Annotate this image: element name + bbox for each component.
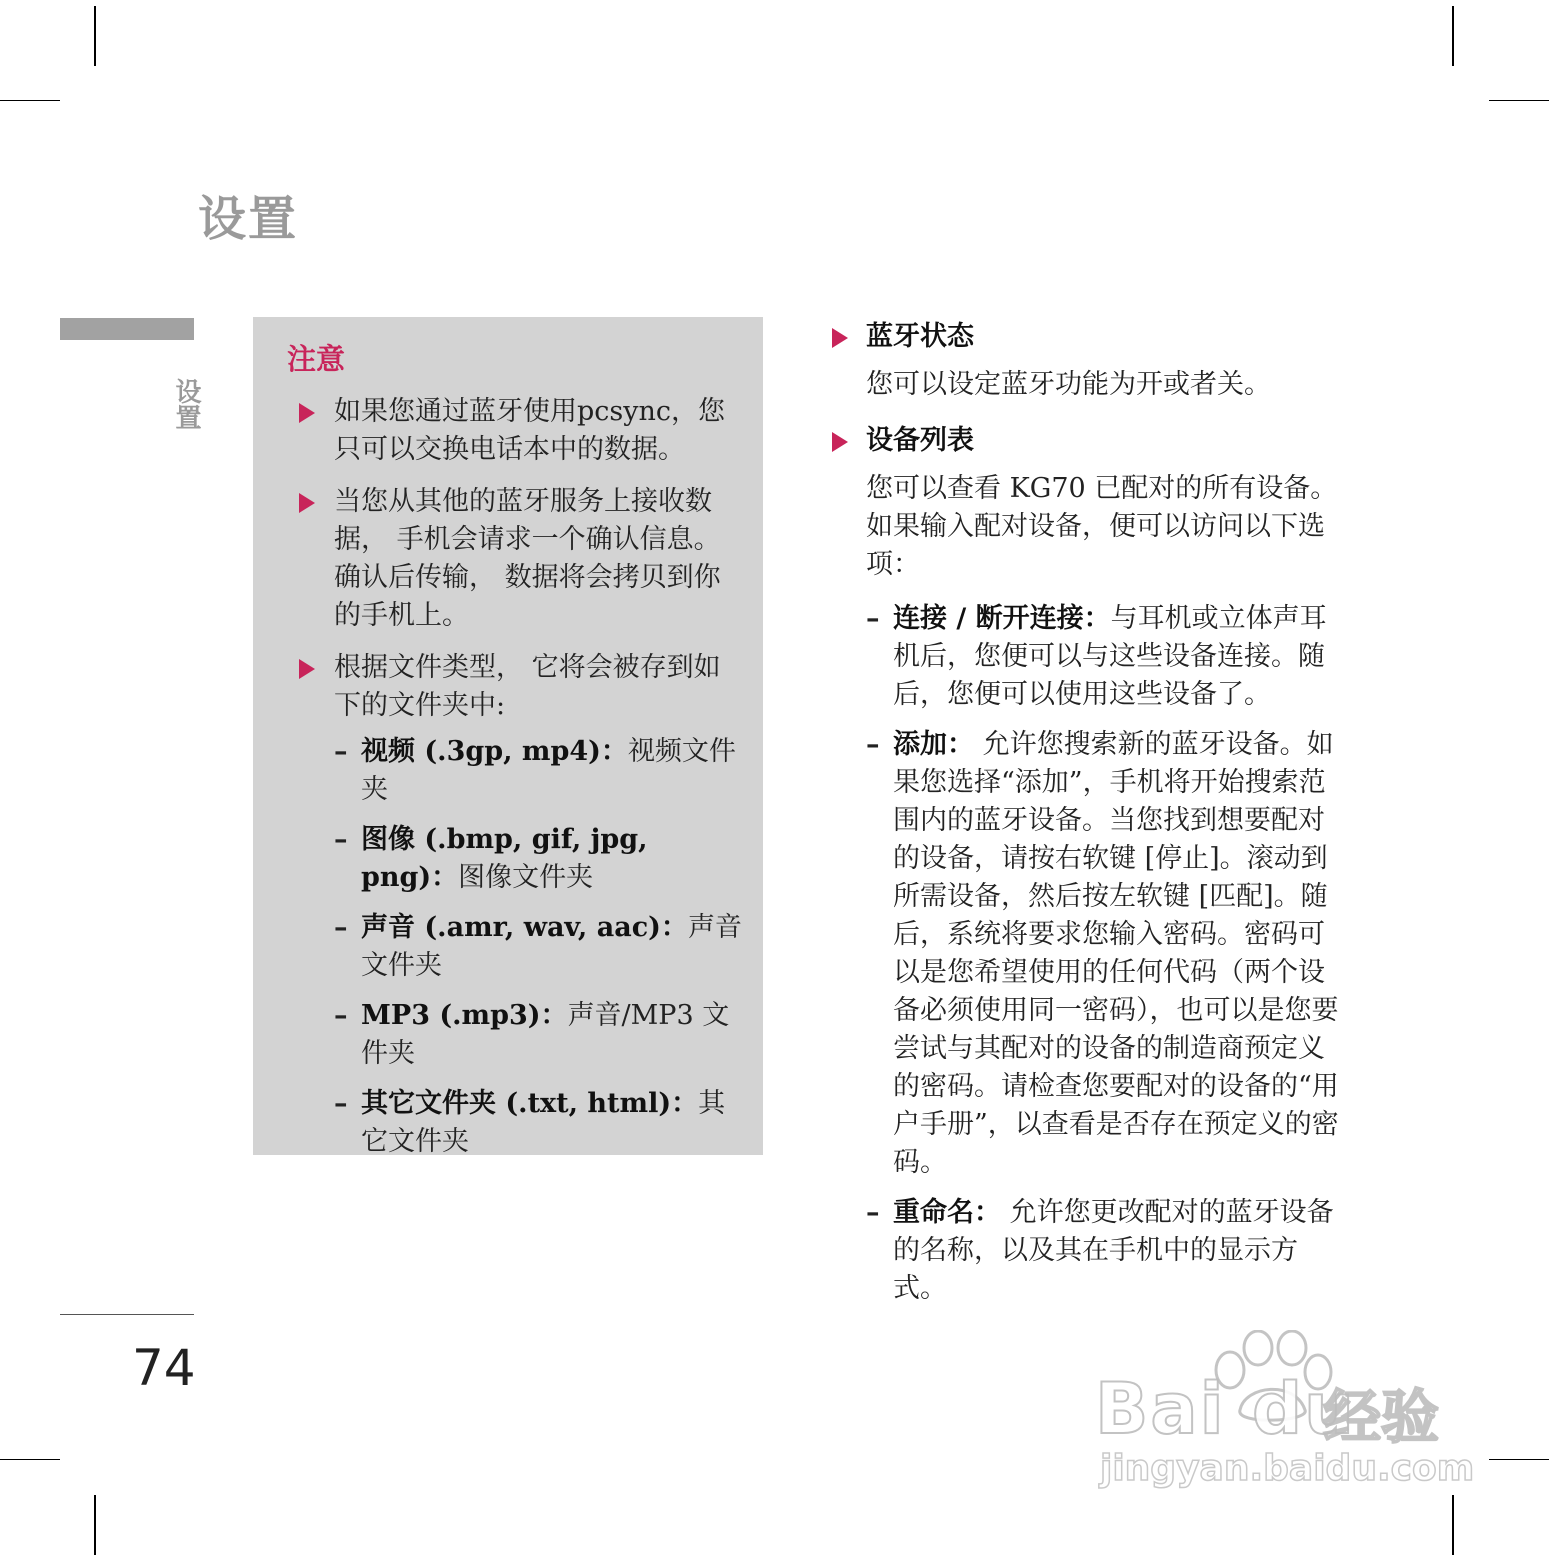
side-tab-label: 设置 <box>171 378 201 430</box>
side-tab-bar <box>60 318 194 340</box>
folder-name: 其它文件夹 <box>361 1088 726 1157</box>
dash-marker: – <box>866 603 880 634</box>
section-heading: 设备列表 <box>866 425 974 456</box>
folder-type: 视频 (.3gp, mp4)： <box>361 736 628 767</box>
dash-marker: – <box>866 1197 880 1228</box>
dash-marker: – <box>334 1088 348 1119</box>
right-column <box>818 318 1348 1320</box>
option-item-rename <box>866 1194 1348 1308</box>
folder-item <box>334 733 743 809</box>
folder-name: 图像文件夹 <box>458 862 594 893</box>
option-desc: 与耳机或立体声耳机后，您便可以与这些设备连接。随后，您便可以使用这些设备了。 <box>893 603 1327 710</box>
note-bullet <box>287 649 743 725</box>
note-heading: 注意 <box>287 342 346 376</box>
folder-item <box>334 1085 743 1161</box>
section-bluetooth-status <box>818 318 1348 404</box>
folder-type: 声音 (.amr, wav, aac)： <box>361 912 688 943</box>
crop-mark-bottom-left-h <box>0 1459 60 1460</box>
note-bullet-text: 根据文件类型， 它将会被存到如下的文件夹中: <box>334 652 721 721</box>
folder-name: 声音/MP3 文件夹 <box>361 1000 730 1069</box>
folder-item <box>334 821 743 897</box>
crop-mark-top-right-v <box>1452 6 1454 66</box>
crop-mark-top-left-v <box>94 6 96 66</box>
triangle-bullet-icon <box>299 403 315 423</box>
crop-mark-top-right-h <box>1489 100 1549 101</box>
section-device-list <box>818 422 1348 584</box>
option-item-connect <box>866 600 1348 714</box>
option-name: 连接 / 断开连接： <box>893 603 1111 634</box>
option-name: 重命名： <box>893 1197 1001 1228</box>
note-bullet-text: 当您从其他的蓝牙服务上接收数据， 手机会请求一个确认信息。确认后传输， 数据将会拷贝到你的手机上。 <box>334 486 721 631</box>
dash-marker: – <box>334 1000 348 1031</box>
option-name: 添加： <box>893 729 974 760</box>
watermark-url: jingyan.baidu.com <box>1100 1448 1475 1489</box>
triangle-bullet-icon <box>299 659 315 679</box>
triangle-bullet-icon <box>299 493 315 513</box>
note-bullet-text: 如果您通过蓝牙使用pcsync，您只可以交换电话本中的数据。 <box>334 396 726 465</box>
option-item-add <box>866 726 1348 1182</box>
folder-type: 其它文件夹 (.txt, html)： <box>361 1088 699 1119</box>
folder-item <box>334 997 743 1073</box>
folder-type: 图像 (.bmp, gif, jpg, png)： <box>361 824 648 893</box>
crop-mark-bottom-right-h <box>1489 1459 1549 1460</box>
section-body: 您可以查看 KG70 已配对的所有设备。如果输入配对设备，便可以访问以下选项： <box>866 473 1338 580</box>
option-desc: 允许您搜索新的蓝牙设备。如果您选择“添加”，手机将开始搜索范围内的蓝牙设备。当您找到想要配对的设备，请按右软键 [停止]。滚动到所需设备，然后按左软键 [匹配]。随后，系统将要求您输入密码。密码可以是您希望使用的任何代码（两个设备必须使用同一密码），也可以是您要尝试与其配对的设备的制造商预定义的密码。请检查您要配对的设备的“用户手册”，以查看是否存在预定义的密码。 <box>893 729 1339 1178</box>
watermark-brand: Bai du <box>1095 1368 1356 1450</box>
option-desc: 允许您更改配对的蓝牙设备的名称，以及其在手机中的显示方式。 <box>893 1197 1334 1304</box>
baidu-watermark <box>1095 1330 1495 1510</box>
folder-type: MP3 (.mp3)： <box>361 1000 568 1031</box>
dash-marker: – <box>334 736 348 767</box>
crop-mark-bottom-left-v <box>94 1495 96 1555</box>
note-box <box>253 317 763 1155</box>
crop-mark-top-left-h <box>0 100 60 101</box>
folder-name: 声音文件夹 <box>361 912 742 981</box>
folder-item <box>334 909 743 985</box>
page-number: 74 <box>132 1339 196 1397</box>
folder-name: 视频文件夹 <box>361 736 736 805</box>
dash-marker: – <box>334 912 348 943</box>
dash-marker: – <box>866 729 880 760</box>
page-number-rule <box>60 1314 194 1315</box>
dash-marker: – <box>334 824 348 855</box>
triangle-bullet-icon <box>832 432 848 452</box>
section-heading: 蓝牙状态 <box>866 321 974 352</box>
note-bullet <box>287 483 743 635</box>
triangle-bullet-icon <box>832 328 848 348</box>
section-body: 您可以设定蓝牙功能为开或者关。 <box>866 369 1271 400</box>
watermark-product: 经验 <box>1323 1383 1440 1451</box>
note-bullet <box>287 393 743 469</box>
page-title: 设置 <box>198 191 299 247</box>
